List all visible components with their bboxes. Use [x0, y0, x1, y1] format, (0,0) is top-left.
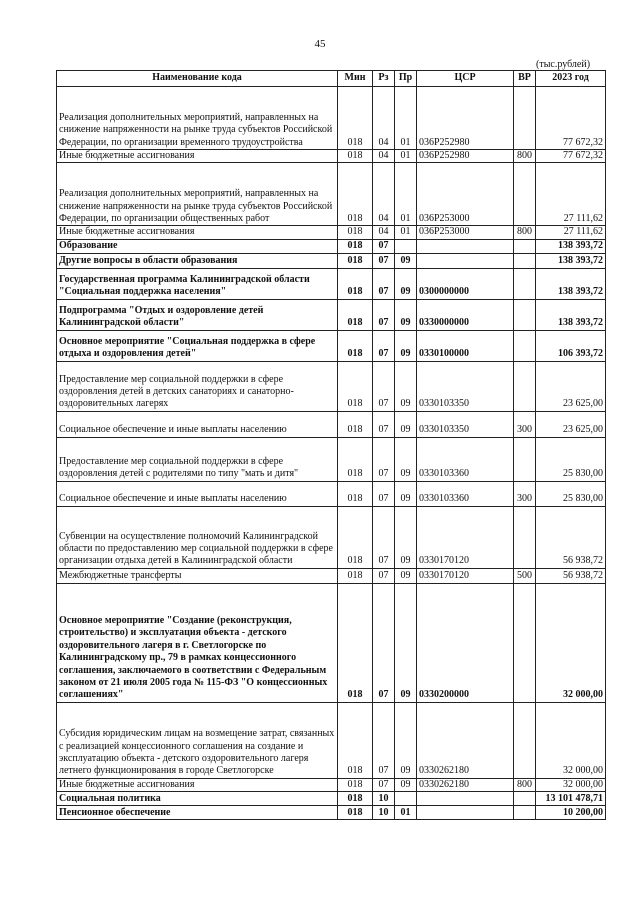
cell-sum: 138 393,72 — [536, 253, 606, 268]
cell-vr — [514, 253, 536, 268]
cell-vr — [514, 239, 536, 253]
cell-min: 018 — [338, 583, 373, 702]
header-csr: ЦСР — [417, 71, 514, 87]
cell-rz: 07 — [373, 778, 395, 791]
header-vr: ВР — [514, 71, 536, 87]
cell-csr: 0330262180 — [417, 702, 514, 778]
cell-min: 018 — [338, 437, 373, 481]
cell-pr: 09 — [395, 481, 417, 506]
cell-name: Социальное обеспечение и иные выплаты населению — [57, 481, 338, 506]
cell-rz: 04 — [373, 87, 395, 150]
unit-note: (тыс.рублей) — [536, 59, 591, 70]
table-row — [57, 150, 606, 163]
cell-sum: 23 625,00 — [536, 411, 606, 437]
cell-sum: 27 111,62 — [536, 226, 606, 239]
cell-pr: 09 — [395, 411, 417, 437]
cell-rz: 04 — [373, 163, 395, 226]
cell-name: Иные бюджетные ассигнования — [57, 226, 338, 239]
cell-name: Межбюджетные трансферты — [57, 568, 338, 583]
cell-vr — [514, 361, 536, 411]
cell-vr — [514, 330, 536, 361]
cell-csr: 0330103360 — [417, 437, 514, 481]
cell-min: 018 — [338, 163, 373, 226]
cell-sum: 138 393,72 — [536, 299, 606, 330]
cell-name: Реализация дополнительных мероприятий, направленных на снижение напряженности на рынке труда субъектов Российской Федерации, по организации временного трудоустройства — [57, 87, 338, 150]
cell-sum: 10 200,00 — [536, 806, 606, 820]
cell-name: Основное мероприятие "Создание (реконструкция, строительство) и эксплуатация объекта - детского оздоровительного лагеря в г. Светлогорске по Калининградскому пр., 79 в рамках концессионного соглашения, заключаемого в соответствии с Федеральным законом от 21 июля 2005 года № 115-ФЗ "О концессионных соглашениях" — [57, 583, 338, 702]
cell-pr: 09 — [395, 778, 417, 791]
cell-sum: 32 000,00 — [536, 702, 606, 778]
cell-vr — [514, 806, 536, 820]
cell-min: 018 — [338, 778, 373, 791]
table-row — [57, 226, 606, 239]
table-row — [57, 437, 606, 481]
cell-min: 018 — [338, 330, 373, 361]
cell-vr — [514, 299, 536, 330]
cell-min: 018 — [338, 253, 373, 268]
table-row — [57, 568, 606, 583]
cell-min: 018 — [338, 806, 373, 820]
cell-name: Основное мероприятие "Социальная поддержка в сфере отдыха и оздоровления детей" — [57, 330, 338, 361]
cell-name: Субвенции на осуществление полномочий Калининградской области по предоставлению мер социальной поддержки в сфере организации отдыха детей в Калининградской области — [57, 506, 338, 568]
cell-rz: 07 — [373, 506, 395, 568]
cell-min: 018 — [338, 568, 373, 583]
cell-vr — [514, 87, 536, 150]
table-row — [57, 239, 606, 253]
cell-csr: 036P252980 — [417, 87, 514, 150]
cell-name: Подпрограмма "Отдых и оздоровление детей Калининградской области" — [57, 299, 338, 330]
cell-rz: 10 — [373, 792, 395, 806]
cell-rz: 07 — [373, 253, 395, 268]
cell-name: Предоставление мер социальной поддержки в сфере оздоровления детей в детских санаториях и санаторно-оздоровительных лагерях — [57, 361, 338, 411]
cell-min: 018 — [338, 411, 373, 437]
cell-min: 018 — [338, 268, 373, 299]
header-pr: Пр — [395, 71, 417, 87]
cell-sum: 56 938,72 — [536, 506, 606, 568]
cell-rz: 07 — [373, 411, 395, 437]
cell-pr: 01 — [395, 806, 417, 820]
cell-name: Социальное обеспечение и иные выплаты населению — [57, 411, 338, 437]
cell-vr — [514, 268, 536, 299]
cell-sum: 56 938,72 — [536, 568, 606, 583]
table-row — [57, 806, 606, 820]
table-row — [57, 702, 606, 778]
cell-csr: 0330170120 — [417, 568, 514, 583]
cell-rz: 07 — [373, 299, 395, 330]
cell-rz: 07 — [373, 268, 395, 299]
cell-name: Иные бюджетные ассигнования — [57, 150, 338, 163]
table-row — [57, 87, 606, 150]
cell-sum: 25 830,00 — [536, 481, 606, 506]
cell-sum: 138 393,72 — [536, 268, 606, 299]
header-year: 2023 год — [536, 71, 606, 87]
header-rz: Рз — [373, 71, 395, 87]
cell-csr: 0330103350 — [417, 411, 514, 437]
cell-rz: 07 — [373, 437, 395, 481]
cell-rz: 07 — [373, 481, 395, 506]
cell-name: Образование — [57, 239, 338, 253]
cell-min: 018 — [338, 481, 373, 506]
table-row — [57, 583, 606, 702]
cell-min: 018 — [338, 506, 373, 568]
cell-pr — [395, 239, 417, 253]
cell-name: Иные бюджетные ассигнования — [57, 778, 338, 791]
cell-pr: 09 — [395, 702, 417, 778]
cell-min: 018 — [338, 150, 373, 163]
cell-rz: 07 — [373, 239, 395, 253]
cell-vr — [514, 437, 536, 481]
cell-pr: 01 — [395, 163, 417, 226]
table-header-row — [57, 71, 606, 87]
cell-csr — [417, 792, 514, 806]
cell-name: Субсидия юридическим лицам на возмещение затрат, связанных с реализацией концессионного соглашения на создание и эксплуатацию объекта - детского оздоровительного лагеря летнего функционирования в городе Светлогорске — [57, 702, 338, 778]
table-row — [57, 163, 606, 226]
cell-pr: 09 — [395, 330, 417, 361]
table-row — [57, 361, 606, 411]
cell-rz: 04 — [373, 226, 395, 239]
cell-csr: 0330103350 — [417, 361, 514, 411]
cell-vr: 800 — [514, 778, 536, 791]
table-row — [57, 506, 606, 568]
cell-min: 018 — [338, 226, 373, 239]
cell-csr — [417, 253, 514, 268]
cell-sum: 32 000,00 — [536, 778, 606, 791]
cell-sum: 138 393,72 — [536, 239, 606, 253]
cell-min: 018 — [338, 87, 373, 150]
table-row — [57, 299, 606, 330]
cell-sum: 27 111,62 — [536, 163, 606, 226]
cell-rz: 07 — [373, 702, 395, 778]
table-row — [57, 792, 606, 806]
cell-sum: 25 830,00 — [536, 437, 606, 481]
cell-sum: 77 672,32 — [536, 150, 606, 163]
cell-sum: 32 000,00 — [536, 583, 606, 702]
cell-vr: 300 — [514, 481, 536, 506]
page-number: 45 — [314, 38, 326, 50]
cell-name: Социальная политика — [57, 792, 338, 806]
header-min: Мин — [338, 71, 373, 87]
cell-vr: 800 — [514, 150, 536, 163]
cell-pr: 09 — [395, 506, 417, 568]
header-name: Наименование кода — [57, 71, 338, 87]
cell-vr — [514, 506, 536, 568]
cell-pr — [395, 792, 417, 806]
cell-min: 018 — [338, 792, 373, 806]
cell-name: Предоставление мер социальной поддержки в сфере оздоровления детей с родителями по типу "мать и дитя" — [57, 437, 338, 481]
cell-csr: 0300000000 — [417, 268, 514, 299]
cell-csr: 0330200000 — [417, 583, 514, 702]
cell-pr: 09 — [395, 361, 417, 411]
cell-name: Пенсионное обеспечение — [57, 806, 338, 820]
cell-min: 018 — [338, 361, 373, 411]
cell-vr — [514, 702, 536, 778]
cell-csr: 036P253000 — [417, 226, 514, 239]
cell-sum: 23 625,00 — [536, 361, 606, 411]
table-row — [57, 330, 606, 361]
cell-pr: 09 — [395, 568, 417, 583]
cell-vr — [514, 792, 536, 806]
cell-csr: 0330000000 — [417, 299, 514, 330]
cell-name: Другие вопросы в области образования — [57, 253, 338, 268]
cell-vr: 300 — [514, 411, 536, 437]
cell-pr: 01 — [395, 87, 417, 150]
cell-pr: 09 — [395, 253, 417, 268]
cell-csr: 036P252980 — [417, 150, 514, 163]
cell-sum: 13 101 478,71 — [536, 792, 606, 806]
cell-csr: 0330103360 — [417, 481, 514, 506]
cell-min: 018 — [338, 702, 373, 778]
cell-csr — [417, 806, 514, 820]
cell-vr: 500 — [514, 568, 536, 583]
cell-csr: 0330170120 — [417, 506, 514, 568]
table-row — [57, 411, 606, 437]
cell-rz: 07 — [373, 330, 395, 361]
cell-min: 018 — [338, 299, 373, 330]
cell-vr — [514, 163, 536, 226]
cell-pr: 09 — [395, 268, 417, 299]
cell-name: Государственная программа Калининградской области "Социальная поддержка населения" — [57, 268, 338, 299]
cell-csr: 0330100000 — [417, 330, 514, 361]
cell-rz: 04 — [373, 150, 395, 163]
cell-name: Реализация дополнительных мероприятий, направленных на снижение напряженности на рынке труда субъектов Российской Федерации, по организации общественных работ — [57, 163, 338, 226]
cell-pr: 01 — [395, 150, 417, 163]
table-row — [57, 268, 606, 299]
cell-csr: 036P253000 — [417, 163, 514, 226]
cell-pr: 09 — [395, 583, 417, 702]
cell-rz: 10 — [373, 806, 395, 820]
cell-rz: 07 — [373, 361, 395, 411]
table-row — [57, 253, 606, 268]
cell-vr — [514, 583, 536, 702]
table-row — [57, 778, 606, 791]
cell-pr: 09 — [395, 437, 417, 481]
budget-table — [56, 70, 606, 820]
table-row — [57, 481, 606, 506]
cell-csr: 0330262180 — [417, 778, 514, 791]
cell-sum: 77 672,32 — [536, 87, 606, 150]
cell-csr — [417, 239, 514, 253]
cell-rz: 07 — [373, 583, 395, 702]
cell-pr: 01 — [395, 226, 417, 239]
cell-rz: 07 — [373, 568, 395, 583]
cell-vr: 800 — [514, 226, 536, 239]
cell-sum: 106 393,72 — [536, 330, 606, 361]
cell-min: 018 — [338, 239, 373, 253]
cell-pr: 09 — [395, 299, 417, 330]
